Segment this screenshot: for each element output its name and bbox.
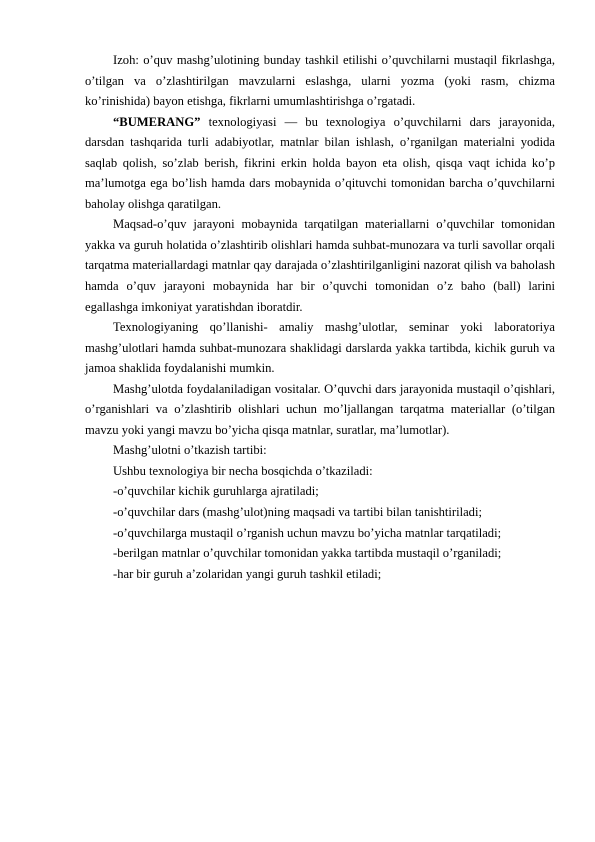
list-item: -o’quvchilar dars (mashg’ulot)ning maqsadi va tartibi bilan tanishtiriladi; [113, 505, 482, 520]
bumerang-text: texnologiyasi — bu texnologiya o’quvchilarni dars jarayonida, darsdan tashqarida turli adabiyotlar, matnlar bilan ishlash, o’rganilgan materialni yodida saqlab qolish, so’zlab berish, fikrini erkin holda bayon eta olish, qisqa vaqt ichida ko’p ma’lumotga ega bo’lish hamda dars mobaynida o’qituvchi tomonidan barcha o’quvchilarni baholay olishga qaratilgan. [85, 114, 555, 211]
bumerang-title: “BUMERANG” [113, 114, 201, 129]
body-text [85, 50, 555, 584]
paragraph-bosqich: Ushbu texnologiya bir necha bosqichda o’tkaziladi: [113, 463, 373, 478]
list-item: -o’quvchilarga mustaqil o’rganish uchun mavzu bo’yicha matnlar tarqatiladi; [113, 525, 502, 540]
paragraph-izoh: Izoh: o’quv mashg’ulotining bunday tashkil etilishi o’quvchilarni mustaqil fikrlashga, o’tilgan va o’zlashtirilgan mavzularni eslashga, ularni yozma (yoki rasm, chizma ko’rinishida) bayon etishga, fikrlarni umumlashtirishga o’rgatadi. [85, 53, 555, 109]
paragraph-bumerang [85, 112, 555, 215]
list-item: -berilgan matnlar o’quvchilar tomonidan yakka tartibda mustaqil o’rganiladi; [113, 546, 502, 561]
paragraph-tartibi: Mashg’ulotni o’tkazish tartibi: [113, 443, 267, 458]
list-item: -har bir guruh a’zolaridan yangi guruh tashkil etiladi; [113, 566, 382, 581]
paragraph-texnologiya: Texnologiyaning qo’llanishi- amaliy mashg’ulotlar, seminar yoki laboratoriya mashg’ulotlari hamda suhbat-munozara shaklidagi darslarda yakka tartibda, kichik guruh va jamoa shaklida foydalanishi mumkin. [85, 320, 555, 376]
paragraph-maqsad: Maqsad-o’quv jarayoni mobaynida tarqatilgan materiallarni o’quvchilar tomonidan yakka va guruh holatida o’zlashtirib olishlari hamda suhbat-munozara va turli savollar orqali tarqatma materiallardagi matnlar qay darajada o’zlashtirilganligini nazorat qilish va baholash hamda o’quv jarayoni mobaynida har bir o’quvchi tomonidan o’z baho (ball) larini egallashga imkoniyat yaratishdan iboratdir. [85, 217, 555, 314]
list-item: -o’quvchilar kichik guruhlarga ajratiladi; [113, 484, 319, 499]
paragraph-vositalar: Mashg’ulotda foydalaniladigan vositalar. O’quvchi dars jarayonida mustaqil o’qishlari, o’rganishlari va o’zlashtirib olishlari uchun mo’ljallangan tarqatma materiallar (o’tilgan mavzu yoki yangi mavzu bo’yicha qisqa matnlar, suratlar, ma’lumotlar). [85, 381, 555, 437]
